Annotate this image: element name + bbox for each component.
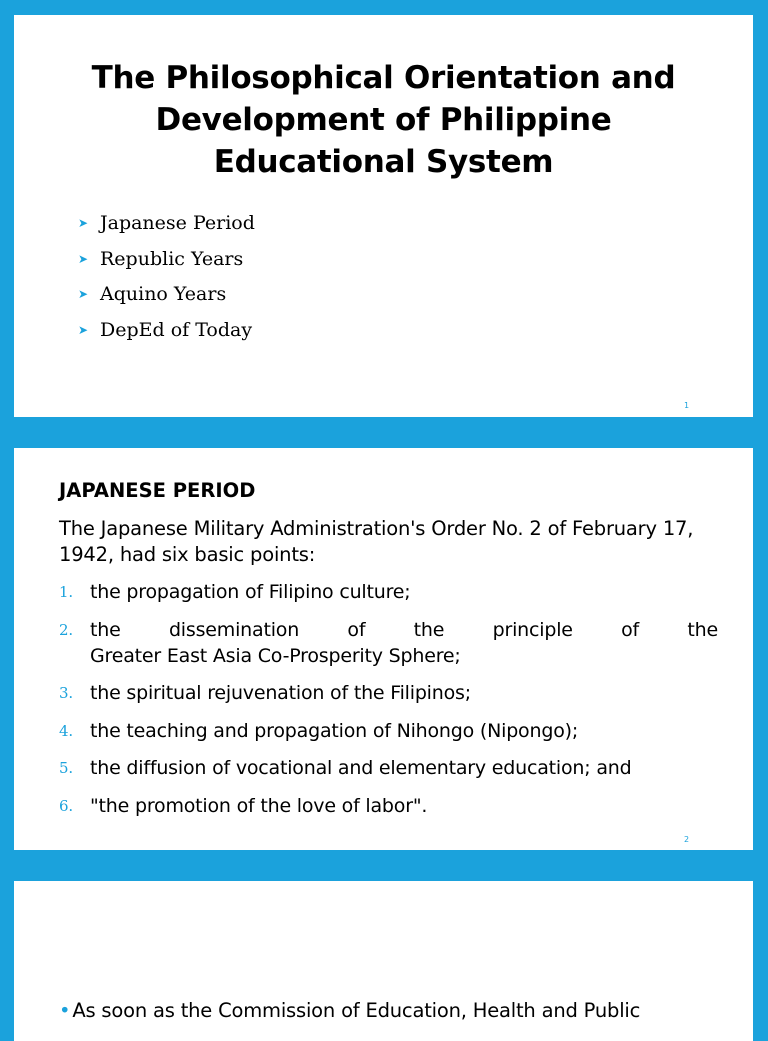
section-heading: JAPANESE PERIOD <box>59 479 256 502</box>
list-item <box>78 313 255 349</box>
bullet-dot-icon: • <box>59 999 71 1022</box>
title-line: Educational System <box>213 144 554 180</box>
bullet-text: As soon as the Commission of Education, Health and Public <box>72 999 641 1022</box>
list-item <box>59 617 718 669</box>
list-number: 5. <box>59 759 73 777</box>
list-item-label: Aquino Years <box>100 283 227 305</box>
arrow-bullet-icon: ➤ <box>78 287 89 301</box>
list-item <box>59 680 718 706</box>
title-line: Development of Philippine <box>155 102 612 138</box>
slide-3 <box>14 881 753 1041</box>
slide-1 <box>14 15 753 417</box>
list-number: 2. <box>59 620 73 639</box>
list-number: 1. <box>59 583 73 601</box>
topic-list <box>78 206 255 348</box>
bullet-paragraph <box>59 998 640 1024</box>
list-number: 4. <box>59 721 73 740</box>
arrow-bullet-icon: ➤ <box>78 251 89 266</box>
list-number: 3. <box>59 684 73 702</box>
points-list <box>59 579 718 830</box>
arrow-bullet-icon: ➤ <box>78 216 89 230</box>
slide-2 <box>14 448 753 850</box>
arrow-bullet-icon: ➤ <box>78 322 89 337</box>
list-item-text: the dissemination of the principle of the <box>90 618 718 641</box>
slide-title <box>14 57 753 183</box>
list-item <box>59 755 718 781</box>
list-item-text: "the promotion of the love of labor". <box>90 794 428 817</box>
list-item <box>78 206 255 242</box>
list-item-text: the spiritual rejuvenation of the Filipinos; <box>90 682 471 704</box>
intro-paragraph: The Japanese Military Administration's Order No. 2 of February 17, 1942, had six basic points: <box>59 517 694 566</box>
list-item <box>59 718 718 744</box>
slide-number: 1 <box>684 401 690 410</box>
slide-number: 2 <box>684 835 690 844</box>
list-item-label: Japanese Period <box>100 212 255 234</box>
list-item-text: Greater East Asia Co-Prosperity Sphere; <box>90 644 461 667</box>
title-line: The Philosophical Orientation and <box>91 60 676 96</box>
list-item <box>78 242 255 278</box>
list-item-text: the propagation of Filipino culture; <box>90 581 411 603</box>
list-item-text: the diffusion of vocational and elementary education; and <box>90 757 632 779</box>
list-item-label: Republic Years <box>100 247 244 270</box>
list-item <box>59 579 718 605</box>
list-item-label: DepEd of Today <box>100 318 253 341</box>
list-item <box>78 277 255 313</box>
list-item-text: the teaching and propagation of Nihongo (Nipongo); <box>90 719 579 742</box>
list-item <box>59 793 718 819</box>
list-number: 6. <box>59 796 73 815</box>
